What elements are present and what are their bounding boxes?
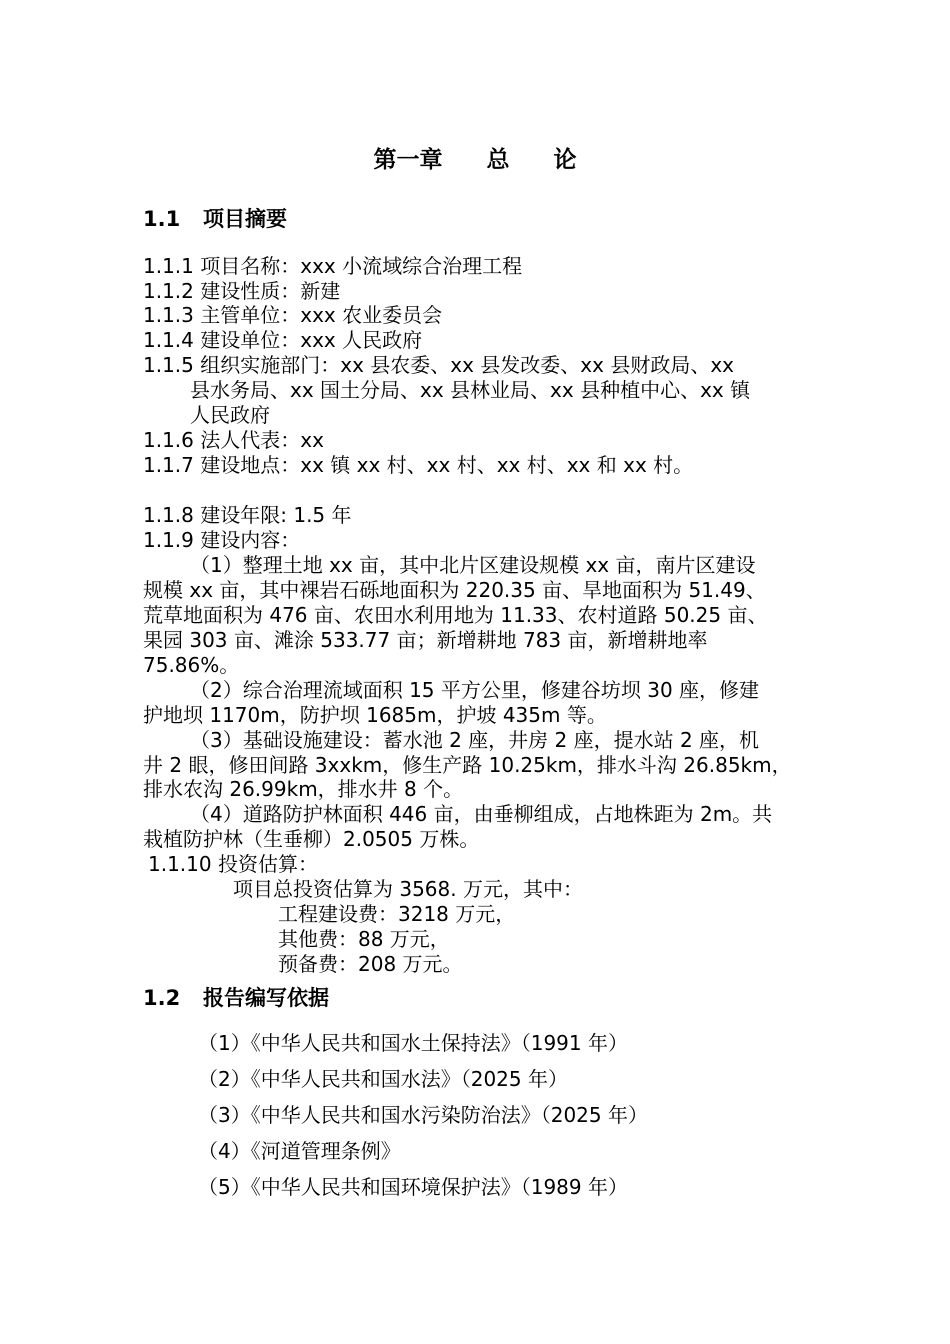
chapter-title-part3: 论 [553, 147, 577, 173]
section-title: 项目摘要 [203, 207, 287, 231]
basis-item: （5）《中华人民共和国环境保护法》（1989 年） [198, 1175, 628, 1199]
basis-item: （4）《河道管理条例》 [198, 1139, 401, 1163]
section-heading-1-2 [143, 985, 329, 1011]
content-line: （4）道路防护林面积 446 亩，由垂柳组成，占地株距为 2m。共 [190, 802, 773, 826]
content-line: 井 2 眼，修田间路 3xxkm，修生产路 10.25km，排水斗沟 26.85km， [143, 753, 792, 777]
section-title: 报告编写依据 [203, 986, 329, 1010]
summary-line: 县水务局、xx 国土分局、xx 县林业局、xx 县种植中心、xx 镇 [190, 378, 751, 402]
summary-line: 1.1.3 主管单位：xxx 农业委员会 [143, 303, 443, 327]
investment-line: 其他费：88 万元， [278, 927, 450, 951]
content-line: 荒草地面积为 476 亩、农田水利用地为 11.33、农村道路 50.25 亩、 [143, 603, 768, 627]
summary-line: 1.1.5 组织实施部门：xx 县农委、xx 县发改委、xx 县财政局、xx [143, 353, 735, 377]
content-line: 护地坝 1170m，防护坝 1685m，护坡 435m 等。 [143, 703, 607, 727]
content-line: （3）基础设施建设：蓄水池 2 座，井房 2 座，提水站 2 座，机 [190, 728, 760, 752]
content-line: 排水农沟 26.99km，排水井 8 个。 [143, 777, 464, 801]
section-heading-1-1 [143, 206, 287, 232]
basis-item: （3）《中华人民共和国水污染防治法》（2025 年） [198, 1103, 648, 1127]
content-line: （1）整理土地 xx 亩，其中北片区建设规模 xx 亩，南片区建设 [190, 553, 756, 577]
summary-line: 1.1.8 建设年限: 1.5 年 [143, 503, 352, 527]
summary-line: 1.1.2 建设性质：新建 [143, 279, 341, 303]
summary-line: 人民政府 [190, 403, 270, 427]
basis-item: （2）《中华人民共和国水法》（2025 年） [198, 1067, 568, 1091]
summary-line: 1.1.1 项目名称：xxx 小流域综合治理工程 [143, 254, 523, 278]
section-number: 1.1 [143, 207, 181, 231]
chapter-title [0, 146, 950, 174]
content-line: 果园 303 亩、滩涂 533.77 亩；新增耕地 783 亩，新增耕地率 [143, 628, 708, 652]
summary-line: 1.1.7 建设地点：xx 镇 xx 村、xx 村、xx 村、xx 和 xx 村。 [143, 453, 694, 477]
section-number: 1.2 [143, 986, 181, 1010]
chapter-title-part2: 总 [486, 147, 510, 173]
basis-item: （1）《中华人民共和国水土保持法》（1991 年） [198, 1031, 628, 1055]
summary-line: 1.1.4 建设单位：xxx 人民政府 [143, 328, 423, 352]
content-line: 栽植防护林（生垂柳）2.0505 万株。 [143, 827, 480, 851]
content-line: 规模 xx 亩，其中裸岩石砾地面积为 220.35 亩、旱地面积为 51.49、 [143, 578, 766, 602]
summary-line: 1.1.10 投资估算： [148, 852, 318, 876]
investment-line: 预备费：208 万元。 [278, 952, 463, 976]
investment-line: 项目总投资估算为 3568. 万元，其中： [233, 877, 583, 901]
summary-line: 1.1.6 法人代表：xx [143, 428, 324, 452]
content-line: 75.86%。 [143, 653, 240, 677]
content-line: （2）综合治理流域面积 15 平方公里，修建谷坊坝 30 座，修建 [190, 678, 760, 702]
chapter-title-part1: 第一章 [373, 147, 443, 173]
summary-line: 1.1.9 建设内容： [143, 528, 301, 552]
investment-line: 工程建设费：3218 万元， [278, 902, 516, 926]
